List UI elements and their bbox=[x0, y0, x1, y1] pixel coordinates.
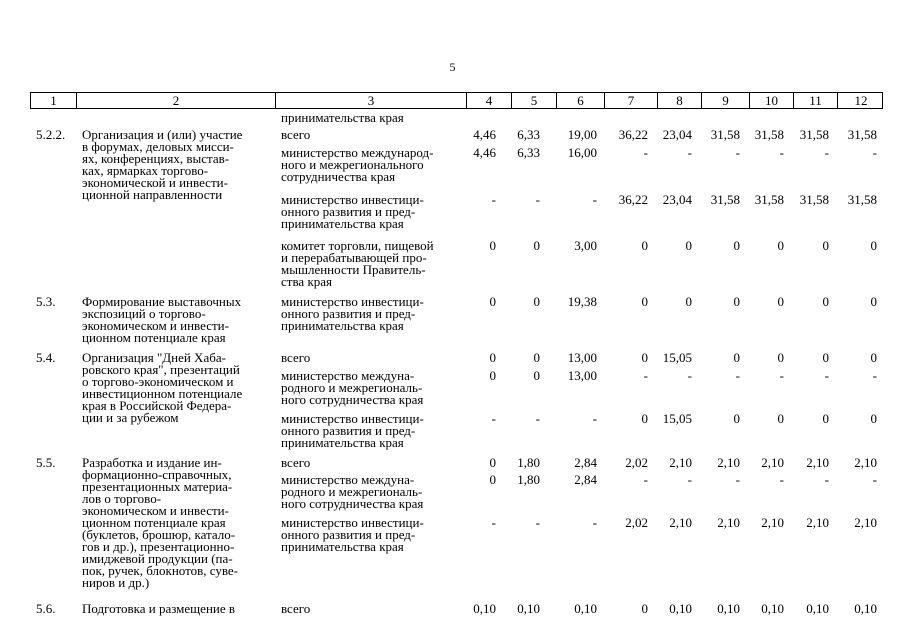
value-cell-col5: 0 bbox=[533, 294, 540, 309]
value-cell-col12: 0,10 bbox=[854, 601, 877, 616]
value-cell-col6: 13,00 bbox=[567, 368, 597, 383]
value-cell-col12: - bbox=[872, 368, 877, 383]
executor-line: принимательства края bbox=[281, 318, 404, 333]
value-cell-col5: 0,10 bbox=[517, 601, 540, 616]
value-cell-col5: 6,33 bbox=[517, 145, 540, 160]
value-cell-col6: - bbox=[592, 192, 597, 207]
executor-line: министерство инвестици- bbox=[281, 294, 424, 309]
value-cell-col8: - bbox=[687, 145, 692, 160]
measure-name-line: презентационных материа- bbox=[82, 479, 233, 494]
continued-text: принимательства края bbox=[281, 110, 404, 125]
measure-name-line: в форумах, деловых мисси- bbox=[82, 139, 234, 154]
row-number: 5.6. bbox=[36, 601, 56, 616]
measure-name-line: ции и за рубежом bbox=[82, 410, 179, 425]
value-cell-col10: - bbox=[779, 145, 784, 160]
value-cell-col9: 0 bbox=[733, 294, 740, 309]
value-cell-col8: 23,04 bbox=[662, 127, 692, 142]
executor-line: всего bbox=[281, 455, 311, 470]
value-cell-col12: 0 bbox=[870, 350, 877, 365]
value-cell-col10: 2,10 bbox=[761, 455, 784, 470]
value-cell-col4: 4,46 bbox=[473, 145, 496, 160]
row-number: 5.4. bbox=[36, 350, 56, 365]
value-cell-col7: 0 bbox=[641, 601, 648, 616]
value-cell-col8: 0 bbox=[685, 238, 692, 253]
value-cell-col4: 0 bbox=[489, 294, 496, 309]
value-cell-col9: 31,58 bbox=[710, 192, 740, 207]
value-cell-col4: 0 bbox=[489, 238, 496, 253]
header-col-12: 12 bbox=[837, 93, 884, 108]
value-cell-col10: 0,10 bbox=[761, 601, 784, 616]
executor-line: онного развития и пред- bbox=[281, 306, 416, 321]
value-cell-col4: 0 bbox=[489, 350, 496, 365]
value-cell-col11: 0 bbox=[822, 294, 829, 309]
measure-name-line: имиджевой продукции (па- bbox=[82, 551, 233, 566]
measure-name-line: экономическом и инвести- bbox=[82, 318, 229, 333]
value-cell-col8: - bbox=[687, 368, 692, 383]
executor-line: всего bbox=[281, 350, 311, 365]
executor-line: онного развития и пред- bbox=[281, 423, 416, 438]
executor-line: родного и межрегиональ- bbox=[281, 380, 423, 395]
measure-name-line: Организация и (или) участие bbox=[82, 127, 243, 142]
value-cell-col10: 31,58 bbox=[754, 192, 784, 207]
value-cell-col12: 31,58 bbox=[847, 127, 877, 142]
value-cell-col8: 15,05 bbox=[662, 350, 692, 365]
executor-line: министерство инвестици- bbox=[281, 515, 424, 530]
value-cell-col6: 16,00 bbox=[567, 145, 597, 160]
measure-name-line: Организация "Дней Хаба- bbox=[82, 350, 226, 365]
value-cell-col12: 0 bbox=[870, 294, 877, 309]
value-cell-col10: 0 bbox=[777, 238, 784, 253]
value-cell-col8: 2,10 bbox=[669, 455, 692, 470]
value-cell-col11: - bbox=[824, 472, 829, 487]
row-number: 5.3. bbox=[36, 294, 56, 309]
measure-name-line: лов о торгово- bbox=[82, 491, 162, 506]
value-cell-col5: - bbox=[535, 411, 540, 426]
value-cell-col4: - bbox=[491, 192, 496, 207]
executor-line: всего bbox=[281, 127, 311, 142]
value-cell-col9: - bbox=[735, 368, 740, 383]
executor-line: всего bbox=[281, 601, 311, 616]
executor-line: принимательства края bbox=[281, 435, 404, 450]
value-cell-col7: 0 bbox=[641, 294, 648, 309]
measure-name-line: гов и др.), презентационно- bbox=[82, 539, 235, 554]
table-header-row bbox=[30, 92, 883, 109]
value-cell-col7: 0 bbox=[641, 238, 648, 253]
value-cell-col10: 0 bbox=[777, 350, 784, 365]
executor-line: онного развития и пред- bbox=[281, 204, 416, 219]
value-cell-col12: 2,10 bbox=[854, 455, 877, 470]
measure-name-line: ровского края", презентаций bbox=[82, 362, 240, 377]
value-cell-col8: 0 bbox=[685, 294, 692, 309]
value-cell-col6: 3,00 bbox=[574, 238, 597, 253]
executor-line: министерство междуна- bbox=[281, 368, 415, 383]
measure-name-line: ционной направленности bbox=[82, 187, 223, 202]
row-number: 5.2.2. bbox=[36, 127, 66, 142]
header-col-11: 11 bbox=[793, 93, 837, 108]
value-cell-col6: 2,84 bbox=[574, 472, 597, 487]
value-cell-col11: - bbox=[824, 368, 829, 383]
value-cell-col4: 0 bbox=[489, 368, 496, 383]
executor-line: сотрудничества края bbox=[281, 169, 396, 184]
measure-name-line: Формирование выставочных bbox=[82, 294, 242, 309]
value-cell-col6: 0,10 bbox=[574, 601, 597, 616]
header-col-9: 9 bbox=[701, 93, 749, 108]
measure-name-line: инвестиционном потенциале bbox=[82, 386, 243, 401]
value-cell-col5: 6,33 bbox=[517, 127, 540, 142]
value-cell-col5: 1,80 bbox=[517, 472, 540, 487]
measure-name-line: экономической и инвести- bbox=[82, 175, 228, 190]
row-number: 5.5. bbox=[36, 455, 56, 470]
measure-name-line: пок, ручек, блокнотов, суве- bbox=[82, 563, 239, 578]
header-col-3: 3 bbox=[275, 93, 466, 108]
value-cell-col11: 2,10 bbox=[806, 515, 829, 530]
value-cell-col11: 31,58 bbox=[799, 127, 829, 142]
value-cell-col4: 4,46 bbox=[473, 127, 496, 142]
value-cell-col6: - bbox=[592, 515, 597, 530]
executor-line: и перерабатывающей про- bbox=[281, 250, 427, 265]
value-cell-col11: 0 bbox=[822, 350, 829, 365]
measure-name-line: ционном потенциале края bbox=[82, 330, 226, 345]
page-number: 5 bbox=[449, 60, 456, 74]
value-cell-col12: - bbox=[872, 472, 877, 487]
measure-name-line: ционном потенциале края bbox=[82, 515, 226, 530]
value-cell-col9: 0 bbox=[733, 411, 740, 426]
executor-line: принимательства края bbox=[281, 216, 404, 231]
value-cell-col9: 31,58 bbox=[710, 127, 740, 142]
value-cell-col8: 2,10 bbox=[669, 515, 692, 530]
measure-name-line: экономическом и инвести- bbox=[82, 503, 229, 518]
executor-line: ства края bbox=[281, 274, 333, 289]
value-cell-col6: 13,00 bbox=[567, 350, 597, 365]
value-cell-col9: 2,10 bbox=[717, 515, 740, 530]
measure-name-line: о торгово-экономическом и bbox=[82, 374, 234, 389]
measure-name-line: формационно-справочных, bbox=[82, 467, 232, 482]
value-cell-col12: - bbox=[872, 145, 877, 160]
value-cell-col10: 0 bbox=[777, 411, 784, 426]
value-cell-col6: - bbox=[592, 411, 597, 426]
value-cell-col12: 2,10 bbox=[854, 515, 877, 530]
value-cell-col12: 31,58 bbox=[847, 192, 877, 207]
value-cell-col11: 31,58 bbox=[799, 192, 829, 207]
executor-line: онного развития и пред- bbox=[281, 527, 416, 542]
value-cell-col4: 0,10 bbox=[473, 601, 496, 616]
value-cell-col9: 0 bbox=[733, 238, 740, 253]
header-col-6: 6 bbox=[556, 93, 604, 108]
value-cell-col4: 0 bbox=[489, 472, 496, 487]
executor-line: мышленности Правитель- bbox=[281, 262, 426, 277]
executor-line: родного и межрегиональ- bbox=[281, 484, 423, 499]
value-cell-col5: - bbox=[535, 192, 540, 207]
value-cell-col6: 19,00 bbox=[567, 127, 597, 142]
measure-name-line: ках, ярмарках торгово- bbox=[82, 163, 209, 178]
executor-line: ного сотрудничества края bbox=[281, 392, 424, 407]
value-cell-col9: 2,10 bbox=[717, 455, 740, 470]
measure-name-line: (буклетов, брошюр, катало- bbox=[82, 527, 236, 542]
executor-line: принимательства края bbox=[281, 539, 404, 554]
value-cell-col12: 0 bbox=[870, 238, 877, 253]
measure-name-line: экспозиций о торгово- bbox=[82, 306, 206, 321]
value-cell-col8: - bbox=[687, 472, 692, 487]
value-cell-col5: 1,80 bbox=[517, 455, 540, 470]
value-cell-col10: - bbox=[779, 472, 784, 487]
value-cell-col5: - bbox=[535, 515, 540, 530]
value-cell-col11: 0 bbox=[822, 238, 829, 253]
header-col-5: 5 bbox=[511, 93, 556, 108]
executor-line: министерство междуна- bbox=[281, 472, 415, 487]
value-cell-col5: 0 bbox=[533, 368, 540, 383]
executor-line: министерство инвестици- bbox=[281, 192, 424, 207]
value-cell-col8: 15,05 bbox=[662, 411, 692, 426]
executor-line: министерство инвестици- bbox=[281, 411, 424, 426]
value-cell-col11: 0 bbox=[822, 411, 829, 426]
measure-name-line: Разработка и издание ин- bbox=[82, 455, 222, 470]
value-cell-col6: 19,38 bbox=[567, 294, 597, 309]
value-cell-col10: 0 bbox=[777, 294, 784, 309]
executor-line: ного сотрудничества края bbox=[281, 496, 424, 511]
value-cell-col7: 36,22 bbox=[618, 127, 648, 142]
measure-name-line: ниров и др.) bbox=[82, 575, 150, 590]
executor-line: министерство международ- bbox=[281, 145, 434, 160]
value-cell-col9: - bbox=[735, 145, 740, 160]
measure-name-line: края в Российской Федера- bbox=[82, 398, 232, 413]
value-cell-col6: 2,84 bbox=[574, 455, 597, 470]
value-cell-col11: - bbox=[824, 145, 829, 160]
value-cell-col7: 0 bbox=[641, 350, 648, 365]
value-cell-col12: 0 bbox=[870, 411, 877, 426]
value-cell-col7: 2,02 bbox=[625, 455, 648, 470]
value-cell-col11: 2,10 bbox=[806, 455, 829, 470]
value-cell-col7: 2,02 bbox=[625, 515, 648, 530]
value-cell-col9: - bbox=[735, 472, 740, 487]
value-cell-col8: 0,10 bbox=[669, 601, 692, 616]
value-cell-col10: 2,10 bbox=[761, 515, 784, 530]
executor-line: ного и межрегионального bbox=[281, 157, 424, 172]
value-cell-col9: 0 bbox=[733, 350, 740, 365]
header-col-2: 2 bbox=[76, 93, 275, 108]
value-cell-col5: 0 bbox=[533, 350, 540, 365]
header-col-10: 10 bbox=[749, 93, 793, 108]
measure-name-line: Подготовка и размещение в bbox=[82, 601, 236, 616]
value-cell-col10: - bbox=[779, 368, 784, 383]
value-cell-col7: 36,22 bbox=[618, 192, 648, 207]
value-cell-col4: 0 bbox=[489, 455, 496, 470]
value-cell-col7: 0 bbox=[641, 411, 648, 426]
executor-line: комитет торговли, пищевой bbox=[281, 238, 434, 253]
header-col-8: 8 bbox=[657, 93, 701, 108]
value-cell-col4: - bbox=[491, 515, 496, 530]
measure-name-line: ях, конференциях, выстав- bbox=[82, 151, 230, 166]
value-cell-col7: - bbox=[643, 368, 648, 383]
header-col-1: 1 bbox=[50, 93, 57, 108]
value-cell-col7: - bbox=[643, 472, 648, 487]
value-cell-col7: - bbox=[643, 145, 648, 160]
value-cell-col5: 0 bbox=[533, 238, 540, 253]
value-cell-col10: 31,58 bbox=[754, 127, 784, 142]
value-cell-col11: 0,10 bbox=[806, 601, 829, 616]
value-cell-col4: - bbox=[491, 411, 496, 426]
value-cell-col8: 23,04 bbox=[662, 192, 692, 207]
header-col-7: 7 bbox=[604, 93, 657, 108]
header-col-4: 4 bbox=[466, 93, 511, 108]
value-cell-col9: 0,10 bbox=[717, 601, 740, 616]
